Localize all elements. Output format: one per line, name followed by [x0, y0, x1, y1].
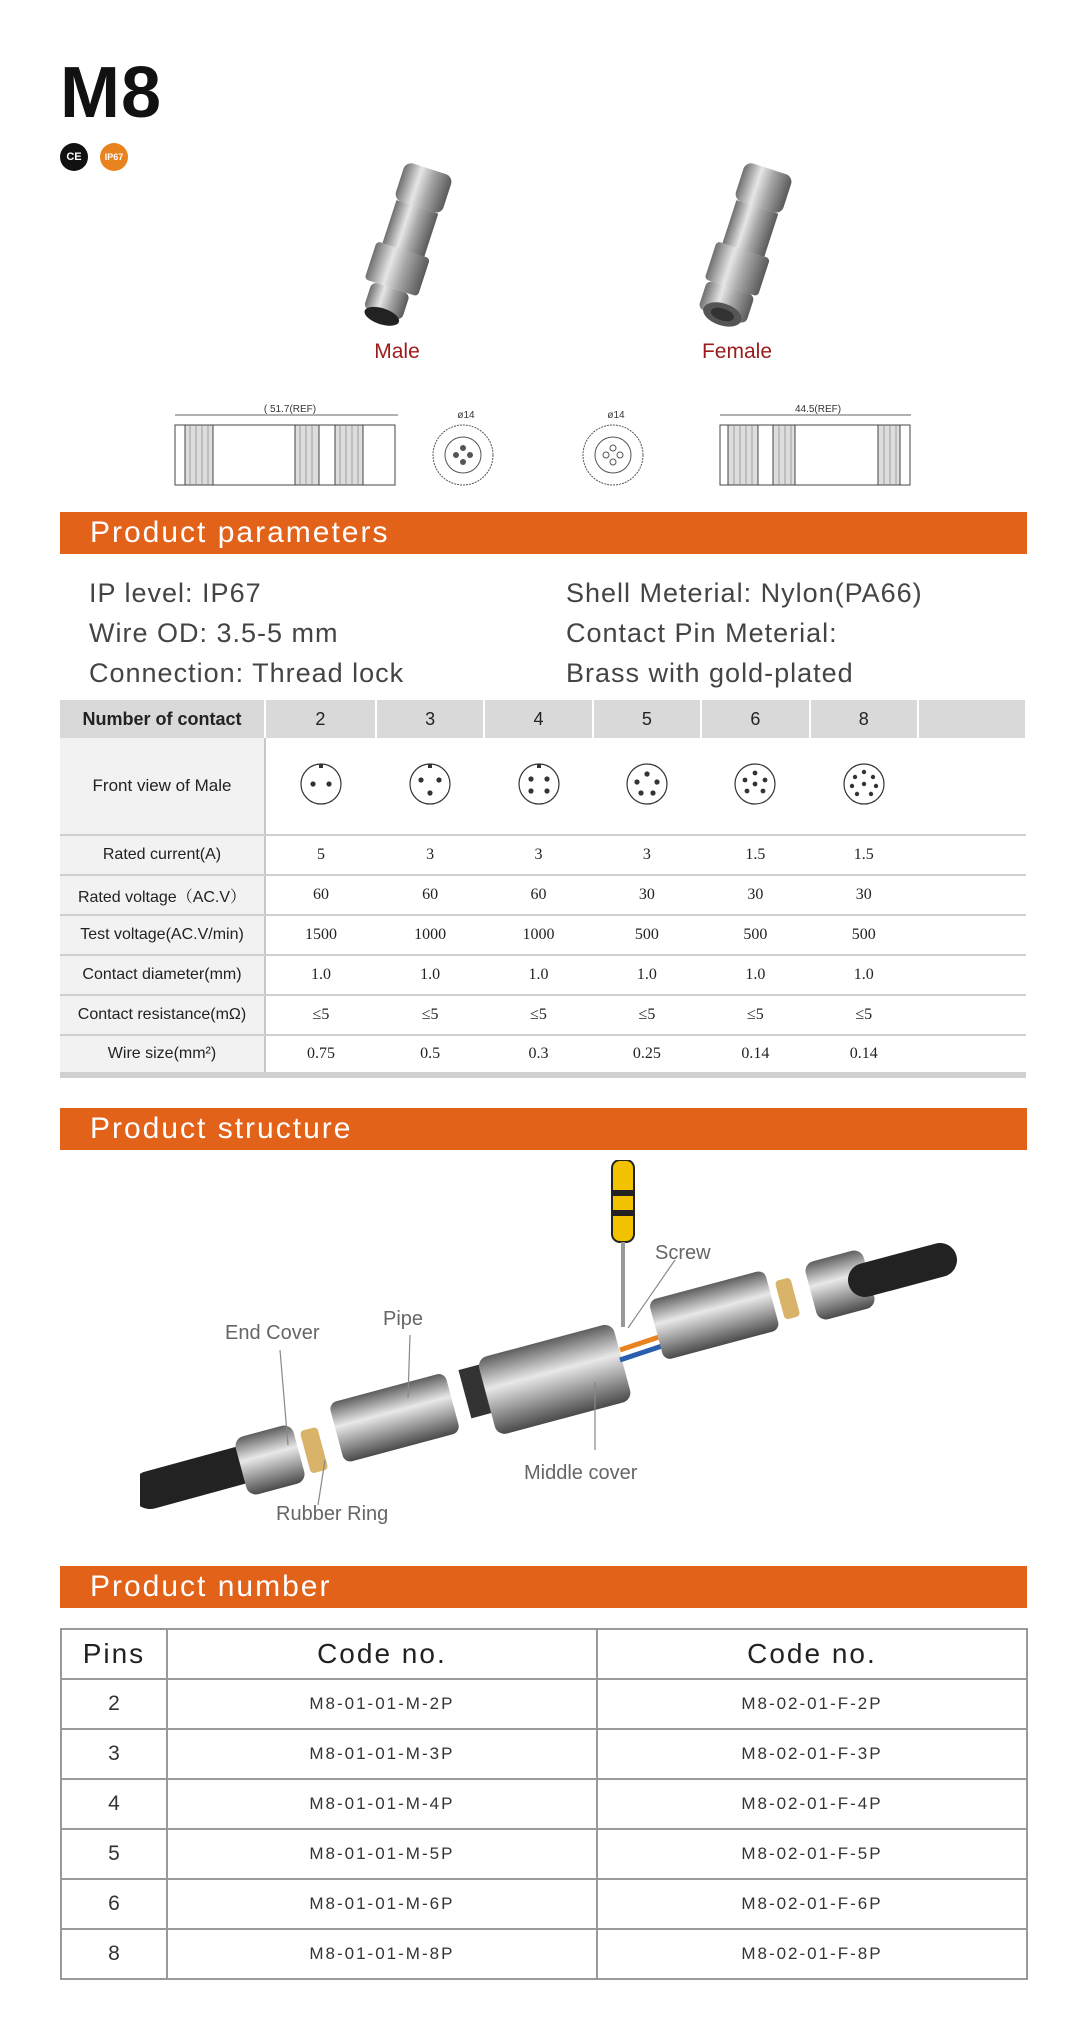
female-dimension-drawing — [718, 400, 913, 495]
page-title: M8 — [60, 53, 163, 133]
spec-cell: 30 — [593, 875, 701, 915]
spec-row — [60, 955, 1026, 995]
spec-row-label: Rated voltage（AC.V） — [60, 875, 265, 915]
label-rubber-ring: Rubber Ring — [276, 1503, 389, 1525]
spec-cell: 3 — [376, 835, 484, 875]
pn-row — [61, 1729, 1027, 1779]
pn-header-row — [61, 1629, 1027, 1679]
spec-row-label: Contact resistance(mΩ) — [60, 995, 265, 1035]
female-diam-label: ø14 — [607, 410, 625, 421]
spec-cell: 0.5 — [376, 1035, 484, 1075]
spec-cell: 60 — [484, 875, 592, 915]
spec-blank-cell — [918, 738, 1026, 835]
param-shell-material: Shell Meterial: Nylon(PA66) — [566, 578, 923, 608]
spec-cell: 60 — [376, 875, 484, 915]
spec-cell: 30 — [701, 875, 809, 915]
spec-cell: 0.14 — [701, 1035, 809, 1075]
section-header-parameters: Product parameters — [60, 512, 1027, 554]
spec-cell: ≤5 — [810, 995, 918, 1035]
spec-cell: 1.5 — [701, 835, 809, 875]
spec-cell: 1.0 — [484, 955, 592, 995]
pn-female-code: M8-02-01-F-2P — [597, 1679, 1027, 1729]
pn-row — [61, 1929, 1027, 1979]
pn-male-code: M8-01-01-M-8P — [167, 1929, 597, 1979]
spec-cell: 500 — [810, 915, 918, 955]
pn-row — [61, 1779, 1027, 1829]
spec-blank-cell — [918, 835, 1026, 875]
spec-cell: ≤5 — [265, 995, 376, 1035]
spec-cell: 1000 — [376, 915, 484, 955]
female-label: Female — [701, 340, 773, 363]
spec-cell: 1.0 — [376, 955, 484, 995]
spec-blank-cell — [918, 955, 1026, 995]
spec-cell: ≤5 — [701, 995, 809, 1035]
pn-male-code: M8-01-01-M-6P — [167, 1879, 597, 1929]
label-pipe: Pipe — [383, 1308, 424, 1330]
spec-cell: 3 — [484, 835, 592, 875]
spec-cell: 1.0 — [810, 955, 918, 995]
pn-female-code: M8-02-01-F-5P — [597, 1829, 1027, 1879]
section-header-number: Product number — [60, 1566, 1027, 1608]
male-dimension-drawing — [170, 400, 400, 495]
pn-female-code: M8-02-01-F-8P — [597, 1929, 1027, 1979]
pn-row — [61, 1679, 1027, 1729]
spec-contact-count: 2 — [265, 700, 376, 738]
male-connector-image — [335, 155, 475, 335]
spec-cell: 1.0 — [593, 955, 701, 995]
ce-mark-icon: CE — [60, 143, 88, 171]
pin-layout-5-icon — [593, 738, 701, 835]
pn-pins: 5 — [61, 1829, 167, 1879]
spec-contact-count: 8 — [810, 700, 918, 738]
spec-contact-count: 6 — [701, 700, 809, 738]
spec-cell: 3 — [593, 835, 701, 875]
param-wire-od: Wire OD: 3.5-5 mm — [89, 618, 339, 648]
pn-pins: 8 — [61, 1929, 167, 1979]
pn-female-code: M8-02-01-F-6P — [597, 1879, 1027, 1929]
pn-female-code: M8-02-01-F-4P — [597, 1779, 1027, 1829]
spec-cell: 1.5 — [810, 835, 918, 875]
spec-header-blank — [918, 700, 1026, 738]
param-contact-pin-material: Contact Pin Meterial: — [566, 618, 838, 648]
label-screw: Screw — [655, 1242, 711, 1264]
spec-row — [60, 1035, 1026, 1075]
spec-cell: 1.0 — [265, 955, 376, 995]
pn-female-code: M8-02-01-F-3P — [597, 1729, 1027, 1779]
pn-row — [61, 1879, 1027, 1929]
spec-cell: 30 — [810, 875, 918, 915]
spec-header-label: Number of contact — [60, 700, 265, 738]
spec-blank-cell — [918, 915, 1026, 955]
spec-cell: 1.0 — [701, 955, 809, 995]
spec-blank-cell — [918, 995, 1026, 1035]
spec-contact-count: 5 — [593, 700, 701, 738]
param-connection: Connection: Thread lock — [89, 658, 405, 688]
spec-row — [60, 835, 1026, 875]
param-plating: Brass with gold-plated — [566, 658, 854, 688]
male-length-label: ( 51.7(REF) — [263, 404, 317, 415]
spec-cell: ≤5 — [376, 995, 484, 1035]
pn-pins: 2 — [61, 1679, 167, 1729]
pin-layout-6-icon — [701, 738, 809, 835]
pn-header-pins: Pins — [61, 1629, 167, 1679]
spec-header-row — [60, 700, 1026, 738]
male-label: Male — [374, 340, 420, 363]
spec-cell: ≤5 — [484, 995, 592, 1035]
pn-header-code-female: Code no. — [597, 1629, 1027, 1679]
spec-row-label: Front view of Male — [60, 738, 265, 835]
section-header-structure: Product structure — [60, 1108, 1027, 1150]
param-ip-level: IP level: IP67 — [89, 578, 262, 608]
male-diam-label: ø14 — [457, 410, 475, 421]
female-front-drawing — [578, 400, 648, 495]
spec-table — [60, 700, 1027, 1078]
spec-row-label: Rated current(A) — [60, 835, 265, 875]
spec-contact-count: 3 — [376, 700, 484, 738]
pin-layout-8-icon — [810, 738, 918, 835]
spec-cell: 500 — [593, 915, 701, 955]
spec-row-label: Test voltage(AC.V/min) — [60, 915, 265, 955]
pn-male-code: M8-01-01-M-3P — [167, 1729, 597, 1779]
male-front-drawing — [428, 400, 498, 495]
female-connector-image — [675, 155, 815, 335]
pn-male-code: M8-01-01-M-5P — [167, 1829, 597, 1879]
spec-cell: 1500 — [265, 915, 376, 955]
spec-blank-cell — [918, 875, 1026, 915]
pn-row — [61, 1829, 1027, 1879]
spec-cell: ≤5 — [593, 995, 701, 1035]
spec-row-label: Wire size(mm²) — [60, 1035, 265, 1075]
pn-pins: 3 — [61, 1729, 167, 1779]
spec-cell: 0.3 — [484, 1035, 592, 1075]
spec-cell: 60 — [265, 875, 376, 915]
spec-cell: 5 — [265, 835, 376, 875]
spec-blank-cell — [918, 1035, 1026, 1075]
pn-pins: 6 — [61, 1879, 167, 1929]
pin-layout-2-icon — [265, 738, 376, 835]
pn-pins: 4 — [61, 1779, 167, 1829]
label-end-cover: End Cover — [225, 1322, 320, 1344]
ip67-badge-icon: IP67 — [100, 143, 128, 171]
spec-row — [60, 875, 1026, 915]
spec-cell: 0.75 — [265, 1035, 376, 1075]
pn-header-code-male: Code no. — [167, 1629, 597, 1679]
spec-cell: 500 — [701, 915, 809, 955]
spec-contact-count: 4 — [484, 700, 592, 738]
spec-row — [60, 915, 1026, 955]
product-number-table — [60, 1628, 1028, 1980]
spec-front-view-row — [60, 738, 1026, 835]
pn-male-code: M8-01-01-M-2P — [167, 1679, 597, 1729]
female-length-label: 44.5(REF) — [794, 404, 842, 415]
pin-layout-4-icon — [484, 738, 592, 835]
label-middle-cover: Middle cover — [524, 1462, 638, 1484]
spec-cell: 0.25 — [593, 1035, 701, 1075]
spec-cell: 1000 — [484, 915, 592, 955]
spec-row-label: Contact diameter(mm) — [60, 955, 265, 995]
pin-layout-3-icon — [376, 738, 484, 835]
spec-cell: 0.14 — [810, 1035, 918, 1075]
spec-row — [60, 995, 1026, 1035]
pn-male-code: M8-01-01-M-4P — [167, 1779, 597, 1829]
